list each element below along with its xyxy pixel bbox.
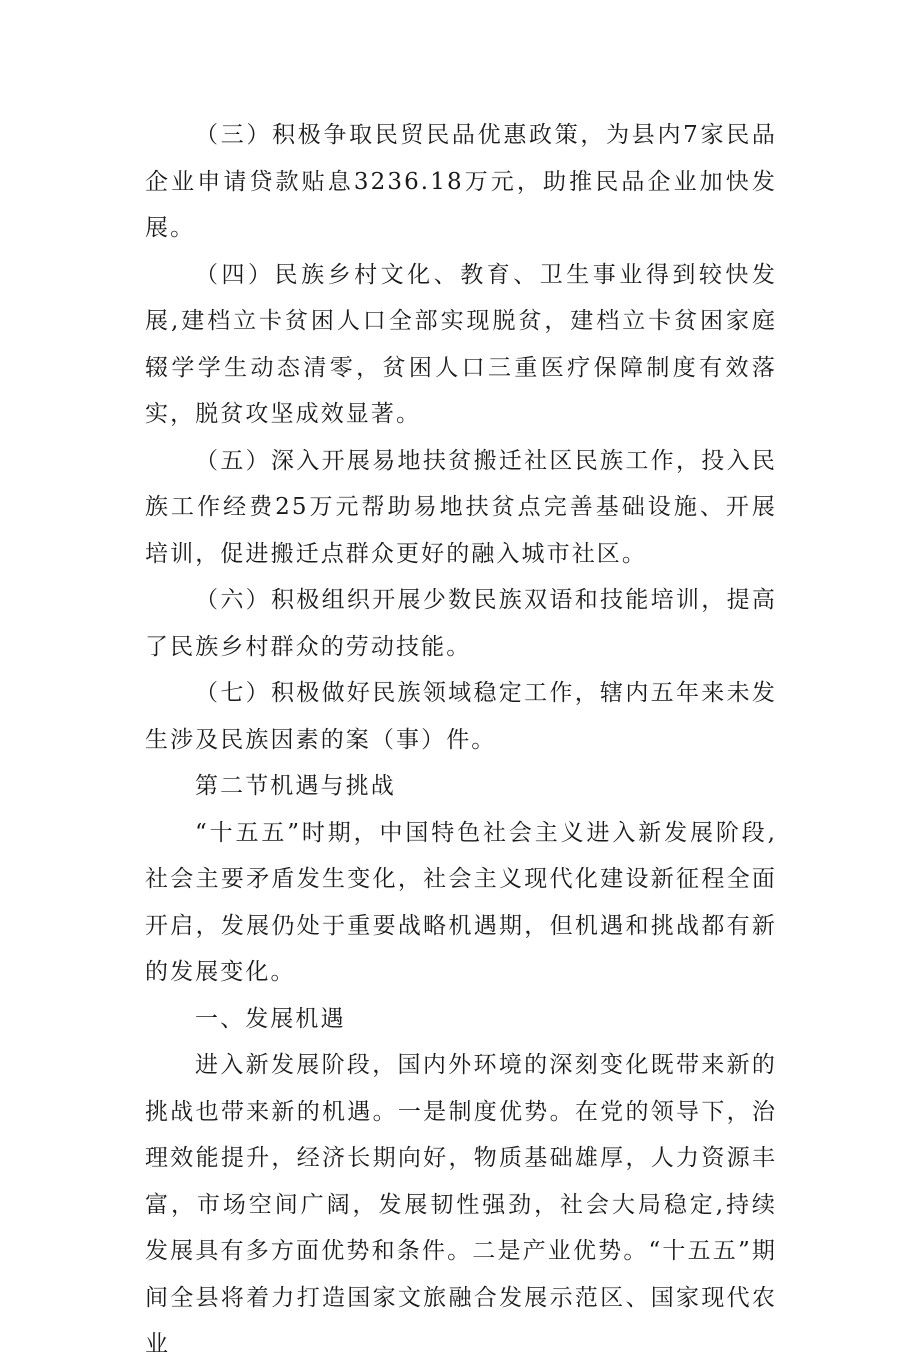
paragraph-four: （四）民族乡村文化、教育、卫生事业得到较快发展,建档立卡贫困人口全部实现脱贫，建档立卡贫困家庭辍学学生动态清零，贫困人口三重医疗保障制度有效落实，脱贫攻坚成效显著。 (145, 261, 777, 427)
paragraph-seven: （七）积极做好民族领域稳定工作，辖内五年来未发生涉及民族因素的案（事）件。 (145, 680, 777, 753)
document-body (145, 112, 777, 1368)
paragraph-six: （六）积极组织开展少数民族双语和技能培训，提高了民族乡村群众的劳动技能。 (145, 587, 777, 660)
section-intro: “十五五”时期，中国特色社会主义进入新发展阶段,社会主要矛盾发生变化，社会主义现代化建设新征程全面开启，发展仍处于重要战略机遇期，但机遇和挑战都有新的发展变化。 (145, 819, 777, 985)
section-heading: 第二节机遇与挑战 (195, 773, 396, 799)
paragraph-five: （五）深入开展易地扶贫搬迁社区民族工作，投入民族工作经费25万元帮助易地扶贫点完善基础设施、开展培训，促进搬迁点群众更好的融入城市社区。 (145, 447, 777, 567)
subheading-opportunities: 一、发展机遇 (195, 1005, 346, 1032)
paragraph-three: （三）积极争取民贸民品优惠政策，为县内7家民品企业申请贷款贴息3236.18万元，助推民品企业加快发展。 (145, 122, 777, 241)
opportunity-paragraph: 进入新发展阶段，国内外环境的深刻变化既带来新的挑战也带来新的机遇。一是制度优势。在党的领导下，治理效能提升，经济长期向好，物质基础雄厚，人力资源丰富，市场空间广阔，发展韧性强劲，社会大局稳定,持续发展具有多方面优势和条件。二是产业优势。“十五五”期间全县将着力打造国家文旅融合发展示范区、国家现代农业 (145, 1052, 777, 1357)
